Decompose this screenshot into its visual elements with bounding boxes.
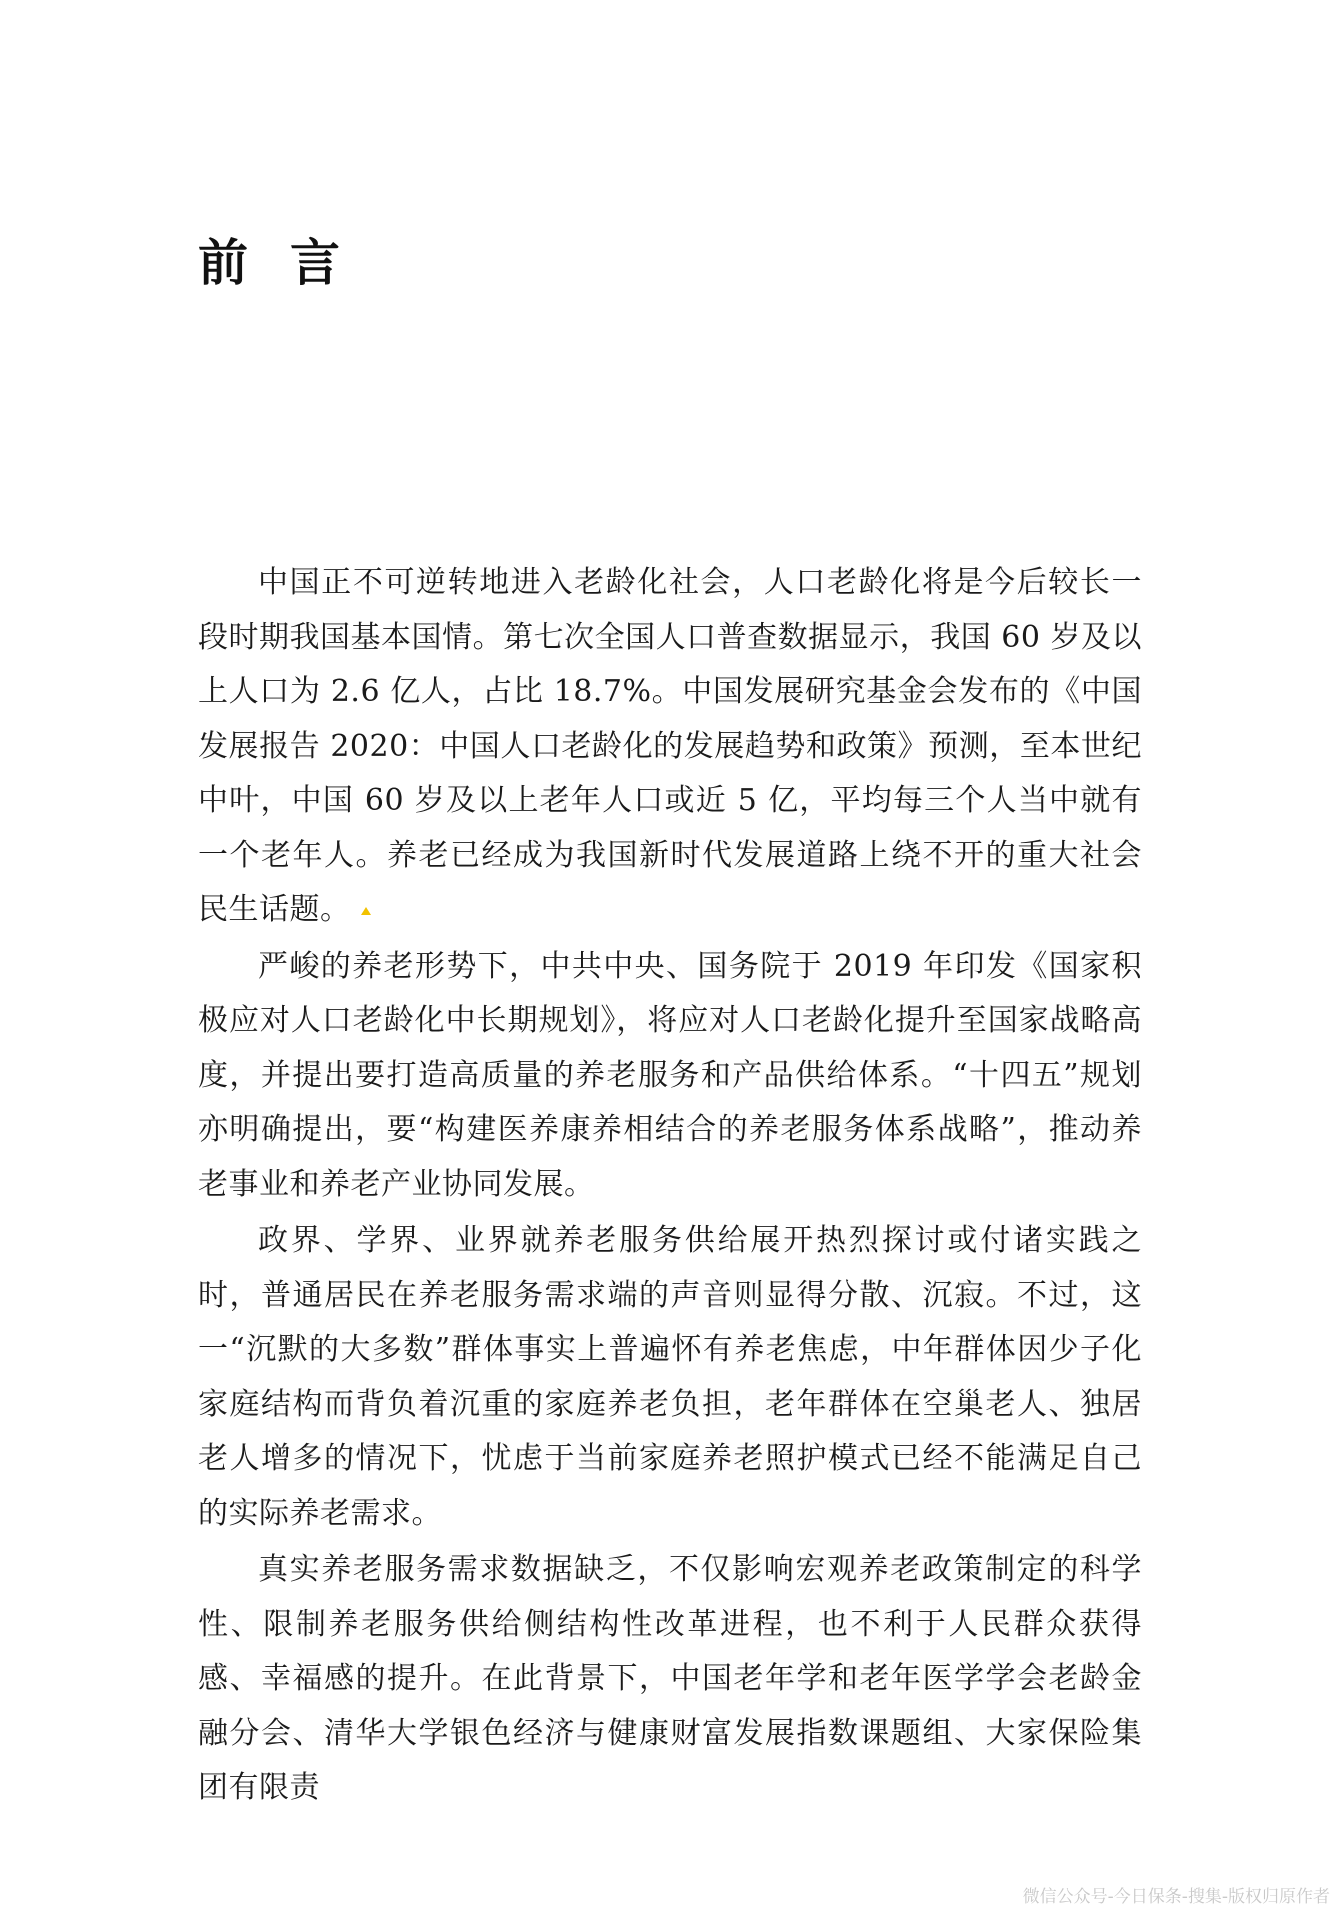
paragraph-4: 真实养老服务需求数据缺乏，不仅影响宏观养老政策制定的科学性、限制养老服务供给侧结构性改革进程，也不利于人民群众获得感、幸福感的提升。在此背景下，中国老年学和老年医学学会老龄金融分会、清华大学银色经济与健康财富发展指数课题组、大家保险集团有限责 (198, 1552, 1142, 1805)
paragraph-1-text: 中国正不可逆转地进入老龄化社会，人口老龄化将是今后较长一段时期我国基本国情。第七次全国人口普查数据显示，我国 60 岁及以上人口为 2.6 亿人，占比 18.7%。中国发展研究基金会发布的《中国发展报告 2020：中国人口老龄化的发展趋势和政策》预测，至本世纪中叶，中国 60 岁及以上老年人口或近 5 亿，平均每三个人当中就有一个老年人。养老已经成为我国新时代发展道路上绕不开的重大社会民生话题。 (198, 565, 1142, 927)
paragraph-1 (198, 556, 1142, 938)
watermark: 微信公众号-今日保条-搜集-版权归原作者 (1022, 1887, 1330, 1907)
paragraph-2: 严峻的养老形势下，中共中央、国务院于 2019 年印发《国家积极应对人口老龄化中长期规划》，将应对人口老龄化提升至国家战略高度，并提出要打造高质量的养老服务和产品供给体系。“十四五”规划亦明确提出，要“构建医养康养相结合的养老服务体系战略”，推动养老事业和养老产业协同发展。 (198, 948, 1142, 1202)
annotation-marker-icon (361, 907, 371, 915)
body-text (198, 556, 1142, 1818)
page-title: 前言 (198, 234, 382, 292)
paragraph-3: 政界、学界、业界就养老服务供给展开热烈探讨或付诸实践之时，普通居民在养老服务需求端的声音则显得分散、沉寂。不过，这一“沉默的大多数”群体事实上普遍怀有养老焦虑，中年群体因少子化家庭结构而背负着沉重的家庭养老负担，老年群体在空巢老人、独居老人增多的情况下，忧虑于当前家庭养老照护模式已经不能满足自己的实际养老需求。 (198, 1223, 1142, 1531)
